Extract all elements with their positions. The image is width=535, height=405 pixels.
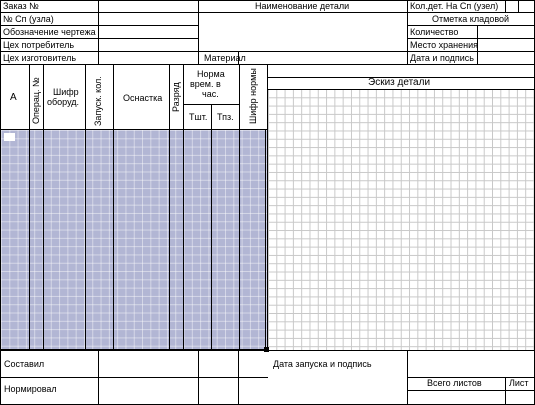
- v-line: [407, 0, 408, 64]
- normalized-by-label: Нормировал: [4, 384, 57, 394]
- v-line: [183, 64, 184, 350]
- v-line: [43, 64, 44, 350]
- sketch-grid-area[interactable]: [268, 89, 534, 350]
- col-time-norm-line1: Норма: [197, 69, 225, 79]
- col-time-norm-line3: час.: [202, 89, 219, 99]
- qty-per-unit-label: Кол.дет. На Сп (узел): [410, 1, 499, 11]
- h-line: [0, 129, 268, 130]
- manufacturer-shop-label: Цех изготовитель: [3, 53, 77, 63]
- v-line: [113, 64, 114, 350]
- material-label: Материал: [204, 53, 246, 63]
- sketch-title: Эскиз детали: [368, 77, 431, 88]
- v-line: [238, 350, 239, 405]
- v-line: [407, 350, 408, 405]
- sheet-label: Лист: [509, 378, 529, 388]
- order-no-label: Заказ №: [3, 1, 39, 11]
- col-tsht-header: Тшт.: [189, 112, 208, 122]
- quantity-label: Количество: [410, 27, 459, 37]
- v-line: [198, 350, 199, 405]
- v-line: [239, 64, 240, 350]
- col-tooling-header: Оснастка: [123, 93, 163, 103]
- col-a-header: А: [10, 92, 17, 103]
- consumer-shop-label: Цех потребитель: [3, 40, 75, 50]
- col-tpz-header: Тпз.: [217, 112, 234, 122]
- col-norm-code-header: Шифр нормы: [248, 68, 258, 124]
- v-line: [98, 0, 99, 64]
- compiled-by-label: Составил: [4, 359, 45, 369]
- v-line: [29, 64, 30, 350]
- part-name-label: Наименование детали: [255, 1, 350, 11]
- col-equipment-code-header-line2: оборуд.: [47, 97, 80, 107]
- total-sheets-label: Всего листов: [427, 378, 482, 388]
- col-launch-qty-header: Запуск. кол.: [93, 76, 103, 126]
- v-line: [267, 64, 268, 350]
- h-line: [268, 89, 535, 90]
- unit-spec-no-label: № Сп (узла): [3, 14, 54, 24]
- border-left: [0, 0, 1, 405]
- col-time-norm-line2: врем. в: [190, 79, 221, 89]
- h-line: [407, 390, 535, 391]
- v-line: [169, 64, 170, 350]
- h-line: [0, 377, 268, 378]
- v-line: [98, 350, 99, 405]
- storekeeper-mark-label: Отметка кладовой: [432, 14, 510, 24]
- storage-place-label: Место хранения: [410, 40, 478, 50]
- v-line: [198, 0, 199, 64]
- col-operation-header: Операц. №: [31, 77, 41, 124]
- launch-date-signature-label: Дата запуска и подпись: [273, 359, 372, 369]
- col-grade-header: Разряд: [171, 82, 181, 112]
- drawing-designation-label: Обозначение чертежа: [3, 27, 96, 37]
- col-equipment-code-header-line1: Шифр: [53, 87, 79, 97]
- v-line: [518, 0, 519, 12]
- v-line: [505, 377, 506, 405]
- h-line: [0, 350, 535, 351]
- date-signature-label: Дата и подпись: [410, 53, 474, 63]
- selection-border: [0, 129, 266, 350]
- v-line: [85, 64, 86, 350]
- v-line: [211, 104, 212, 350]
- v-line: [505, 0, 506, 12]
